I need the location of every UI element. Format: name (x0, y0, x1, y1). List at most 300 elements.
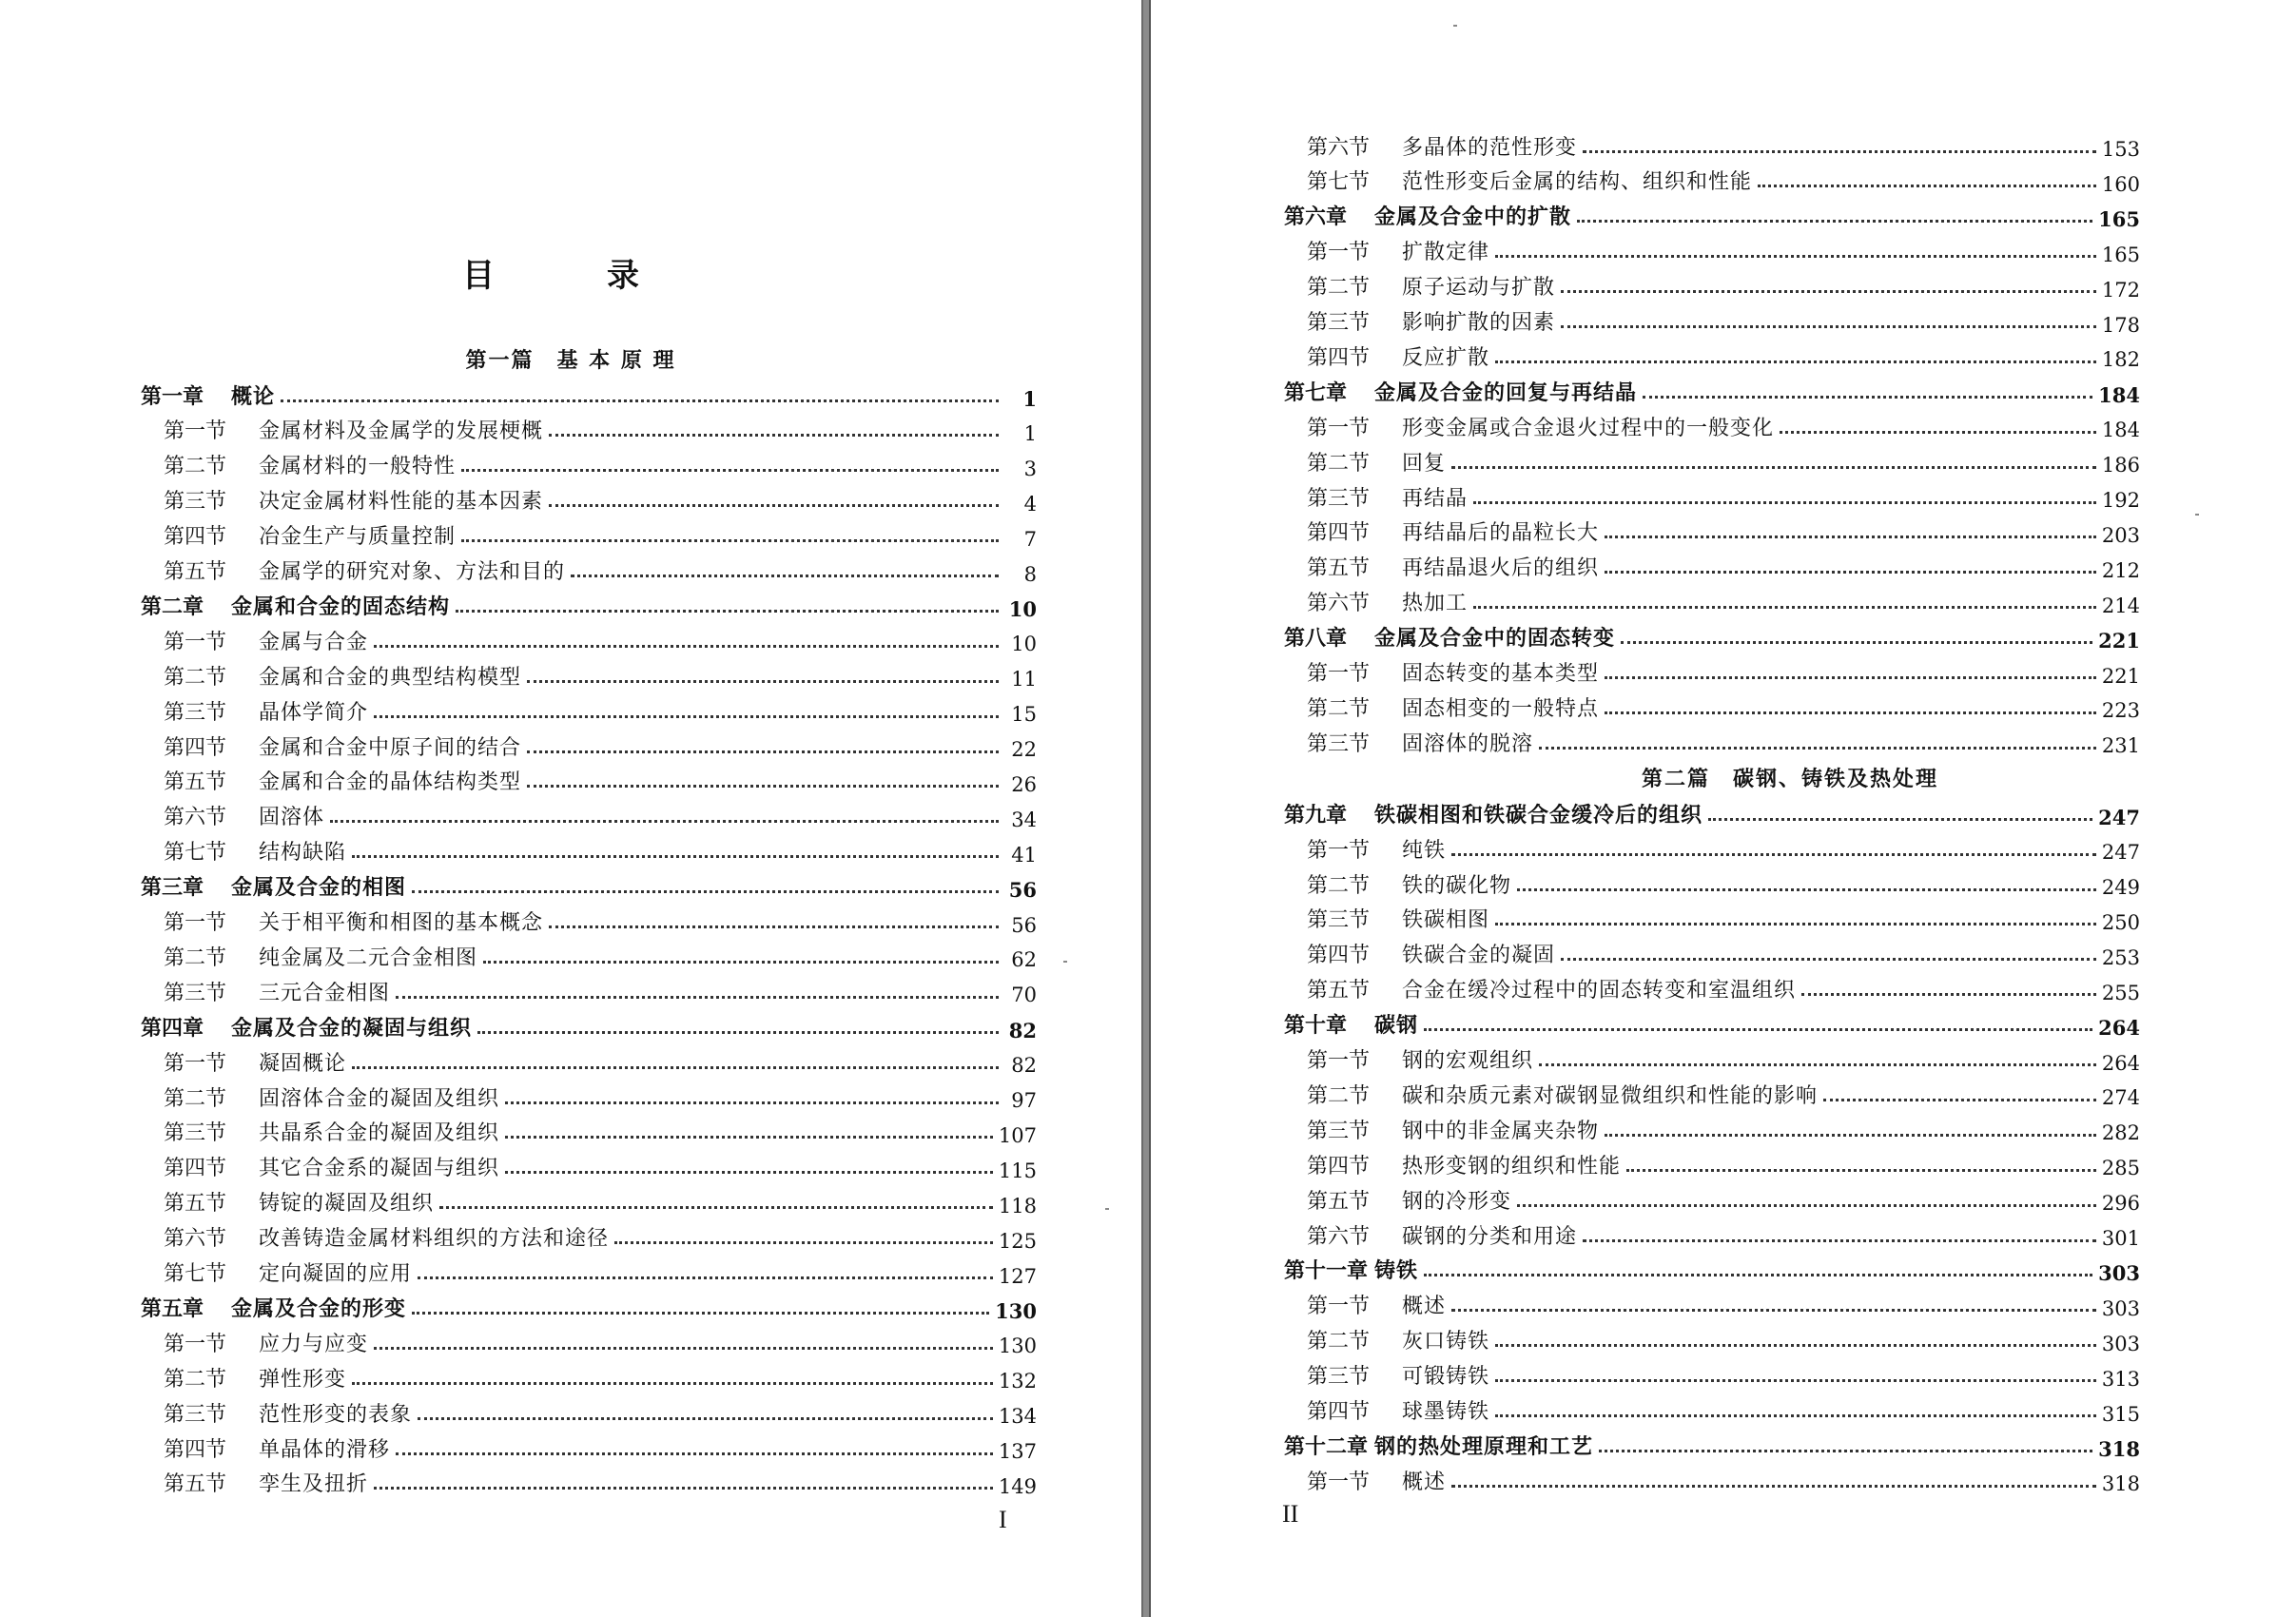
entry-number: 第二节 (1307, 1330, 1371, 1354)
entry-title: 其它合金系的凝固与组织 (259, 1157, 500, 1181)
dot-leader (330, 820, 999, 823)
toc-section-entry (1307, 553, 2140, 581)
toc-chapter-entry (1284, 623, 2140, 652)
entry-number: 第七节 (164, 841, 227, 866)
dot-leader (549, 434, 999, 437)
toc-section-entry (1307, 834, 2140, 863)
entry-title: 弹性形变 (259, 1367, 347, 1392)
entry-number: 第一节 (164, 419, 227, 444)
toc-section-entry (164, 1188, 1037, 1217)
toc-chapter-entry (141, 1012, 1037, 1041)
toc-section-entry (164, 837, 1037, 866)
toc-section-entry (1307, 1150, 2140, 1179)
toc-section-entry (164, 451, 1037, 479)
entry-title: 金属及合金的回复与再结晶 (1374, 380, 1638, 405)
dot-leader (1583, 150, 2096, 153)
dot-leader (418, 1417, 993, 1420)
toc-chapter-entry (1284, 1431, 2140, 1459)
entry-page-number: 313 (2101, 1367, 2140, 1391)
entry-number: 第四节 (1307, 944, 1371, 968)
entry-title: 概述 (1402, 1470, 1447, 1494)
dot-leader (1495, 360, 2096, 363)
right-page (1151, 0, 2296, 1617)
entry-page-number: 285 (2101, 1157, 2140, 1180)
entry-title: 决定金属材料性能的基本因素 (259, 490, 544, 515)
entry-page-number: 4 (1023, 492, 1037, 516)
dot-leader (374, 1487, 993, 1490)
dot-leader (1583, 1239, 2096, 1242)
entry-number: 第四节 (164, 525, 227, 550)
dot-leader (352, 855, 999, 858)
dot-leader (1517, 1204, 2096, 1207)
entry-title: 金属和合金的晶体结构类型 (259, 770, 522, 795)
toc-section-entry (164, 1082, 1037, 1111)
entry-title: 热形变钢的组织和性能 (1402, 1154, 1622, 1179)
toc-section-entry (164, 696, 1037, 725)
entry-page-number: 192 (2101, 489, 2140, 512)
entry-title: 再结晶后的晶粒长大 (1402, 521, 1600, 546)
dot-leader (439, 1206, 993, 1209)
entry-title: 固溶体合金的凝固及组织 (259, 1086, 500, 1111)
entry-number: 第六节 (164, 1227, 227, 1252)
dot-leader (374, 645, 999, 648)
entry-title: 灰口铸铁 (1402, 1330, 1490, 1354)
entry-number: 第二节 (164, 1086, 227, 1111)
toc-section-entry (1307, 131, 2140, 160)
entry-title: 扩散定律 (1402, 241, 1490, 265)
entry-page-number: 10 (1011, 633, 1037, 656)
dot-leader (1451, 1309, 2096, 1312)
entry-title: 碳和杂质元素对碳钢显微组织和性能的影响 (1402, 1083, 1819, 1108)
entry-page-number: 303 (2101, 1296, 2140, 1320)
dot-leader (1451, 1485, 2096, 1488)
toc-section-entry (164, 1223, 1037, 1252)
dot-leader (549, 504, 999, 507)
entry-title: 再结晶 (1402, 486, 1469, 511)
entry-page-number: 318 (2101, 1472, 2140, 1496)
dot-leader (505, 1101, 999, 1104)
toc-section-entry (164, 1398, 1037, 1427)
entry-page-number: 10 (1008, 596, 1037, 621)
entry-title: 原子运动与扩散 (1402, 276, 1556, 301)
entry-title: 固溶体的脱溶 (1402, 731, 1534, 756)
entry-number: 第三节 (1307, 1119, 1371, 1143)
dot-leader (527, 680, 999, 683)
entry-title: 钢的冷形变 (1402, 1189, 1512, 1214)
entry-title: 孪生及扭折 (259, 1472, 369, 1497)
entry-title: 金属材料的一般特性 (259, 455, 457, 479)
dot-leader (1495, 923, 2096, 925)
dot-leader (571, 575, 999, 577)
toc-section-entry (1307, 307, 2140, 336)
entry-page-number: 203 (2101, 523, 2140, 547)
entry-page-number: 221 (2098, 629, 2140, 653)
entry-number: 第八章 (1284, 626, 1348, 652)
toc-section-entry (1307, 658, 2140, 687)
entry-page-number: 165 (2101, 243, 2140, 266)
entry-title: 铸锭的凝固及组织 (259, 1192, 435, 1217)
entry-page-number: 184 (2098, 382, 2140, 407)
toc-section-entry (1307, 940, 2140, 968)
toc-section-entry (164, 1118, 1037, 1146)
toc-section-entry (164, 1153, 1037, 1181)
dot-leader (1451, 466, 2096, 469)
entry-number: 第六节 (1307, 1224, 1371, 1249)
toc-title: 目 录 (462, 257, 679, 295)
entry-page-number: 132 (998, 1370, 1037, 1393)
toc-section-entry (1307, 1326, 2140, 1354)
toc-section-entry (164, 1047, 1037, 1076)
entry-title: 金属和合金中原子间的结合 (259, 735, 522, 760)
entry-number: 第一节 (1307, 416, 1371, 440)
entry-page-number: 274 (2101, 1086, 2140, 1110)
entry-page-number: 255 (2101, 981, 2140, 1004)
entry-number: 第三节 (1307, 311, 1371, 335)
dot-leader (1424, 1028, 2092, 1031)
dot-leader (1517, 888, 2096, 891)
toc-section-entry (1307, 447, 2140, 476)
toc-section-entry (1307, 692, 2140, 721)
toc-chapter-entry (1284, 1256, 2140, 1284)
entry-number: 第一章 (141, 383, 204, 409)
dot-leader (1473, 606, 2096, 609)
dot-leader (505, 1136, 993, 1139)
toc-section-entry (1307, 1220, 2140, 1249)
page-number: II (1282, 1500, 1299, 1528)
entry-page-number: 303 (2101, 1332, 2140, 1355)
entry-page-number: 223 (2101, 699, 2140, 723)
entry-page-number: 231 (2101, 734, 2140, 758)
entry-number: 第七节 (164, 1262, 227, 1286)
entry-title: 铁碳相图 (1402, 908, 1490, 933)
entry-page-number: 247 (2098, 805, 2140, 829)
entry-page-number: 134 (998, 1405, 1037, 1429)
entry-page-number: 318 (2098, 1436, 2140, 1461)
dot-leader (614, 1241, 993, 1244)
entry-title: 范性形变后金属的结构、组织和性能 (1402, 170, 1753, 195)
entry-number: 第二节 (164, 665, 227, 690)
toc-section-entry (164, 802, 1037, 830)
entry-title: 合金在缓冷过程中的固态转变和室温组织 (1402, 979, 1797, 1003)
entry-title: 固溶体 (259, 806, 325, 830)
entry-number: 第二节 (164, 1367, 227, 1392)
entry-number: 第五节 (164, 1192, 227, 1217)
entry-page-number: 137 (998, 1440, 1037, 1463)
entry-page-number: 212 (2101, 558, 2140, 582)
entry-title: 金属和合金的典型结构模型 (259, 665, 522, 690)
dot-leader (352, 1066, 999, 1069)
toc-section-entry (1307, 1115, 2140, 1143)
entry-number: 第二节 (164, 455, 227, 479)
toc-section-entry (164, 977, 1037, 1005)
toc-chapter-entry (141, 591, 1037, 619)
entry-page-number: 1 (1023, 421, 1037, 445)
entry-number: 第一节 (1307, 241, 1371, 265)
entry-title: 回复 (1402, 451, 1447, 476)
toc-section-entry (164, 1258, 1037, 1287)
entry-title: 固态转变的基本类型 (1402, 662, 1600, 686)
toc-chapter-entry (141, 1293, 1037, 1321)
entry-title: 再结晶退火后的组织 (1402, 556, 1600, 581)
entry-title: 金属及合金中的固态转变 (1374, 626, 1616, 652)
toc-section-entry (164, 521, 1037, 550)
entry-page-number: 247 (2101, 841, 2140, 865)
entry-number: 第二节 (1307, 1083, 1371, 1108)
toc-section-entry (1307, 1045, 2140, 1074)
entry-page-number: 97 (1011, 1089, 1037, 1112)
entry-page-number: 41 (1011, 843, 1037, 867)
toc-chapter-entry (1284, 1010, 2140, 1039)
entry-page-number: 301 (2101, 1227, 2140, 1250)
entry-page-number: 118 (998, 1194, 1037, 1218)
entry-page-number: 7 (1023, 527, 1037, 551)
toc-section-entry (164, 1363, 1037, 1392)
dot-leader (1823, 1099, 2096, 1101)
entry-page-number: 8 (1023, 562, 1037, 586)
toc-section-entry (1307, 975, 2140, 1003)
toc-section-entry (164, 661, 1037, 690)
entry-title: 凝固概论 (259, 1051, 347, 1076)
entry-number: 第一节 (1307, 1295, 1371, 1319)
toc-section-entry (164, 942, 1037, 970)
dot-leader (1605, 571, 2096, 574)
entry-title: 反应扩散 (1402, 345, 1490, 370)
entry-title: 铁的碳化物 (1402, 873, 1512, 898)
toc-section-entry (164, 731, 1037, 760)
entry-page-number: 70 (1011, 984, 1037, 1007)
gutter-divider (1141, 0, 1143, 1617)
entry-page-number: 296 (2101, 1192, 2140, 1216)
entry-page-number: 165 (2098, 207, 2140, 232)
toc-section-entry (1307, 1185, 2140, 1214)
toc-section-entry (164, 1469, 1037, 1497)
toc-section-entry (1307, 1466, 2140, 1494)
entry-number: 第五章 (141, 1296, 204, 1321)
toc-section-entry (1307, 1396, 2140, 1425)
entry-page-number: 221 (2101, 664, 2140, 688)
entry-number: 第六节 (1307, 135, 1371, 160)
entry-page-number: 160 (2101, 172, 2140, 196)
part-heading: 第二篇 碳钢、铸铁及热处理 (1641, 767, 1938, 791)
entry-title: 钢中的非金属夹杂物 (1402, 1119, 1600, 1143)
dot-leader (1708, 818, 2092, 821)
dot-leader (477, 1031, 999, 1034)
dot-leader (1643, 396, 2092, 399)
entry-number: 第七节 (1307, 170, 1371, 195)
entry-number: 第五节 (164, 770, 227, 795)
entry-title: 金属及合金的凝固与组织 (231, 1015, 473, 1041)
entry-title: 金属与合金 (259, 630, 369, 654)
entry-page-number: 315 (2101, 1402, 2140, 1426)
toc-chapter-entry (1284, 377, 2140, 405)
dot-leader (1539, 1063, 2096, 1066)
entry-number: 第二节 (1307, 873, 1371, 898)
toc-section-entry (164, 486, 1037, 515)
dot-leader (1605, 676, 2096, 679)
entry-page-number: 11 (1011, 668, 1037, 692)
dot-leader (1758, 185, 2096, 187)
dot-leader (1780, 431, 2096, 434)
entry-page-number: 3 (1023, 457, 1037, 480)
entry-number: 第一节 (1307, 838, 1371, 863)
entry-page-number: 153 (2101, 138, 2140, 161)
entry-number: 第四节 (1307, 1400, 1371, 1424)
entry-page-number: 82 (1011, 1054, 1037, 1078)
entry-number: 第九章 (1284, 802, 1348, 828)
toc-section-entry (1307, 1361, 2140, 1390)
entry-page-number: 214 (2101, 594, 2140, 617)
entry-title: 共晶系合金的凝固及组织 (259, 1121, 500, 1146)
dot-leader (1599, 1450, 2092, 1452)
entry-number: 第二节 (1307, 696, 1371, 721)
dot-leader (1473, 501, 2096, 504)
entry-number: 第一节 (1307, 1049, 1371, 1073)
entry-page-number: 149 (998, 1474, 1037, 1498)
toc-section-entry (1307, 869, 2140, 898)
dot-leader (461, 539, 999, 542)
entry-number: 第一节 (1307, 1470, 1371, 1494)
toc-section-entry (1307, 728, 2140, 756)
entry-page-number: 15 (1011, 703, 1037, 727)
entry-page-number: 130 (998, 1335, 1037, 1358)
entry-number: 第五节 (1307, 979, 1371, 1003)
dot-leader (396, 996, 999, 999)
entry-number: 第七章 (1284, 380, 1348, 405)
dot-leader (505, 1171, 993, 1174)
dot-leader (352, 1382, 993, 1385)
entry-number: 第四章 (141, 1015, 204, 1041)
entry-title: 金属及合金的相图 (231, 875, 407, 901)
dot-leader (1561, 958, 2096, 961)
entry-title: 三元合金相图 (259, 981, 391, 1005)
dot-leader (1451, 853, 2096, 856)
toc-section-entry (164, 907, 1037, 936)
toc-section-entry (1307, 237, 2140, 265)
toc-section-entry (1307, 412, 2140, 440)
toc-section-entry (164, 1328, 1037, 1356)
entry-number: 第一节 (164, 1051, 227, 1076)
dot-leader (527, 750, 999, 753)
entry-title: 碳钢的分类和用途 (1402, 1224, 1578, 1249)
toc-section-entry (164, 416, 1037, 444)
entry-page-number: 107 (998, 1123, 1037, 1147)
dot-leader (483, 961, 999, 964)
dot-leader (396, 1452, 993, 1455)
entry-number: 第五节 (1307, 1189, 1371, 1214)
entry-page-number: 178 (2101, 313, 2140, 337)
entry-title: 多晶体的范性形变 (1402, 135, 1578, 160)
entry-title: 碳钢 (1374, 1013, 1419, 1039)
toc-section-entry (1307, 588, 2140, 616)
entry-page-number: 130 (995, 1298, 1037, 1323)
toc-list (0, 0, 1141, 1617)
toc-section-entry (1307, 1291, 2140, 1319)
toc-chapter-entry (1284, 799, 2140, 828)
dot-leader (1495, 1379, 2096, 1382)
dot-leader (1621, 641, 2092, 644)
dot-leader (549, 925, 999, 928)
toc-section-entry (1307, 341, 2140, 370)
entry-title: 纯金属及二元合金相图 (259, 945, 478, 970)
entry-page-number: 82 (1008, 1018, 1037, 1042)
entry-title: 金属及合金中的扩散 (1374, 205, 1572, 230)
entry-page-number: 182 (2101, 348, 2140, 372)
toc-chapter-entry (141, 872, 1037, 901)
dot-leader (1605, 536, 2096, 538)
entry-page-number: 282 (2101, 1121, 2140, 1145)
entry-title: 关于相平衡和相图的基本概念 (259, 911, 544, 935)
toc-chapter-entry (1284, 202, 2140, 230)
entry-number: 第三节 (1307, 486, 1371, 511)
entry-number: 第四节 (164, 1157, 227, 1181)
entry-page-number: 264 (2098, 1016, 2140, 1041)
entry-number: 第一节 (164, 911, 227, 935)
entry-title: 单晶体的滑移 (259, 1437, 391, 1462)
dot-leader (1605, 1134, 2096, 1137)
entry-number: 第三节 (164, 1402, 227, 1427)
entry-title: 金属及合金的形变 (231, 1296, 407, 1321)
entry-page-number: 250 (2101, 910, 2140, 934)
entry-page-number: 56 (1011, 913, 1037, 937)
toc-section-entry (164, 767, 1037, 795)
entry-title: 纯铁 (1402, 838, 1447, 863)
entry-title: 结构缺陷 (259, 841, 347, 866)
entry-page-number: 22 (1011, 738, 1037, 761)
entry-number: 第六节 (164, 806, 227, 830)
entry-number: 第四节 (1307, 1154, 1371, 1179)
entry-title: 概述 (1402, 1295, 1447, 1319)
left-page (0, 0, 1141, 1617)
dot-leader (456, 610, 999, 613)
entry-title: 固态相变的一般特点 (1402, 696, 1600, 721)
entry-title: 钢的宏观组织 (1402, 1049, 1534, 1073)
dot-leader (1561, 290, 2096, 293)
entry-title: 金属材料及金属学的发展梗概 (259, 419, 544, 444)
dot-leader (1424, 1274, 2092, 1276)
entry-page-number: 125 (998, 1229, 1037, 1253)
entry-title: 可锻铸铁 (1402, 1365, 1490, 1390)
toc-section-entry (1307, 517, 2140, 546)
entry-title: 冶金生产与质量控制 (259, 525, 457, 550)
entry-number: 第三节 (164, 490, 227, 515)
entry-number: 第三章 (141, 875, 204, 901)
entry-number: 第十章 (1284, 1013, 1348, 1039)
entry-number: 第六章 (1284, 205, 1348, 230)
entry-number: 第三节 (164, 700, 227, 725)
dot-leader (412, 1312, 989, 1315)
entry-number: 第二节 (1307, 451, 1371, 476)
toc-section-entry (1307, 272, 2140, 301)
toc-list (1151, 0, 2296, 1617)
entry-title: 热加工 (1402, 592, 1469, 616)
entry-title: 金属和合金的固态结构 (231, 594, 451, 619)
toc-chapter-entry (141, 380, 1037, 409)
part-heading: 第一篇 基 本 原 理 (465, 348, 676, 373)
entry-title: 影响扩散的因素 (1402, 311, 1556, 335)
toc-section-entry (1307, 166, 2140, 195)
entry-number: 第四节 (1307, 521, 1371, 546)
entry-page-number: 253 (2101, 945, 2140, 969)
entry-title: 铁碳合金的凝固 (1402, 944, 1556, 968)
entry-number: 第二节 (164, 945, 227, 970)
entry-number: 第三节 (1307, 1365, 1371, 1390)
dot-leader (1495, 255, 2096, 258)
entry-number: 第五节 (1307, 556, 1371, 581)
toc-section-entry (1307, 1080, 2140, 1108)
dot-leader (527, 785, 999, 788)
dot-leader (1495, 1344, 2096, 1347)
entry-number: 第四节 (164, 735, 227, 760)
